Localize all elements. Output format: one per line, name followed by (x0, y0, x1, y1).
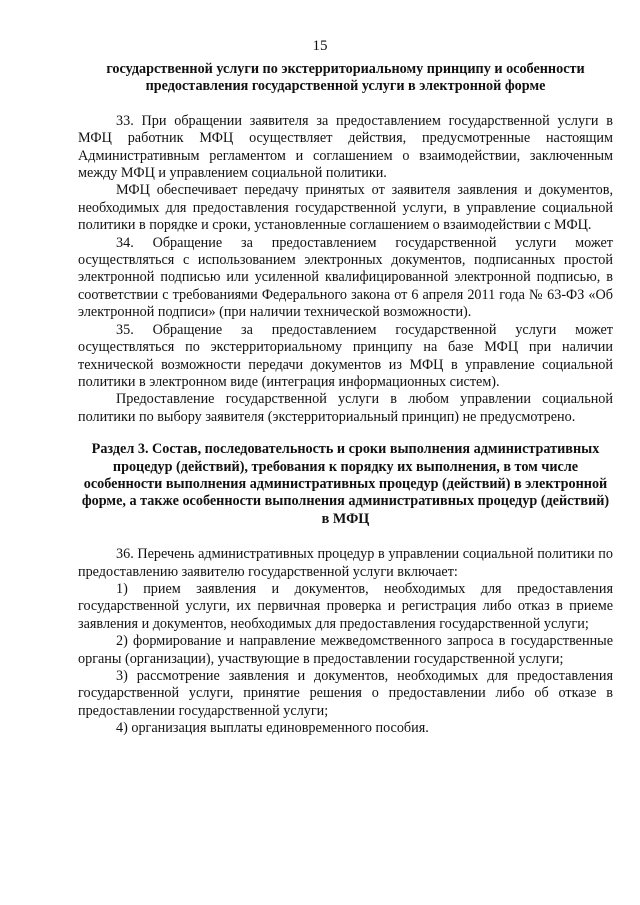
paragraph-mfc-transfer: МФЦ обеспечивает передачу принятых от заявителя заявления и документов, необходимых для предоставления государственной услуги, в управление социальной политики в порядке и сроки, установленные соглашением о взаимодействии с МФЦ. (78, 182, 613, 234)
subsection-heading: государственной услуги по экстерриториальному принципу и особенности предоставления государственной услуги в электронной форме (106, 61, 585, 95)
page-number: 15 (312, 38, 328, 54)
list-item-1: 1) прием заявления и документов, необходимых для предоставления государственной услуги, их первичная проверка и регистрация либо отказ в приеме заявления и документов, необходимых для предоставления государственной услуги; (78, 580, 613, 632)
section-3-heading: Раздел 3. Состав, последовательность и сроки выполнения административных процедур (действий), требования к порядку их выполнения, в том числе особенности выполнения административных процедур (действий) в электронной форме, а также особенности выполнения административных процедур (действий) в МФЦ (81, 441, 610, 527)
paragraph-36: 36. Перечень административных процедур в управлении социальной политики по предоставлению заявителю государственной услуги включает: (78, 546, 613, 580)
list-item-2: 2) формирование и направление межведомственного запроса в государственные органы (организации), участвующие в предоставлении государственной услуги; (78, 633, 613, 667)
paragraph-33: 33. При обращении заявителя за предоставлением государственной услуги в МФЦ работник МФЦ осуществляет действия, предусмотренные настоящим Административным регламентом и соглашением о взаимодействии, заключенным между МФЦ и управлением социальной политики. (78, 112, 613, 182)
paragraph-extraterritorial: Предоставление государственной услуги в любом управлении социальной политики по выбору заявителя (экстерриториальный принцип) не предусмотрено. (78, 391, 613, 425)
paragraph-34: 34. Обращение за предоставлением государственной услуги может осуществляться с использованием электронных документов, подписанных простой электронной подписью или усиленной квалифицированной электронной подписью, в соответствии с требованиями Федерального закона от 6 апреля 2011 года № 63-ФЗ «Об электронной подписи» (при наличии технической возможности). (78, 234, 613, 321)
list-item-4: 4) организация выплаты единовременного пособия. (116, 720, 429, 737)
paragraph-35: 35. Обращение за предоставлением государственной услуги может осуществляться по экстерриториальному принципу на базе МФЦ при наличии технической возможности передачи документов из МФЦ в управление социальной политики в электронном виде (интеграция информационных систем). (78, 321, 613, 390)
list-item-3: 3) рассмотрение заявления и документов, необходимых для предоставления государственной услуги, принятие решения о предоставлении либо об отказе в предоставлении государственной услуги; (78, 668, 613, 719)
page-content (78, 61, 613, 738)
